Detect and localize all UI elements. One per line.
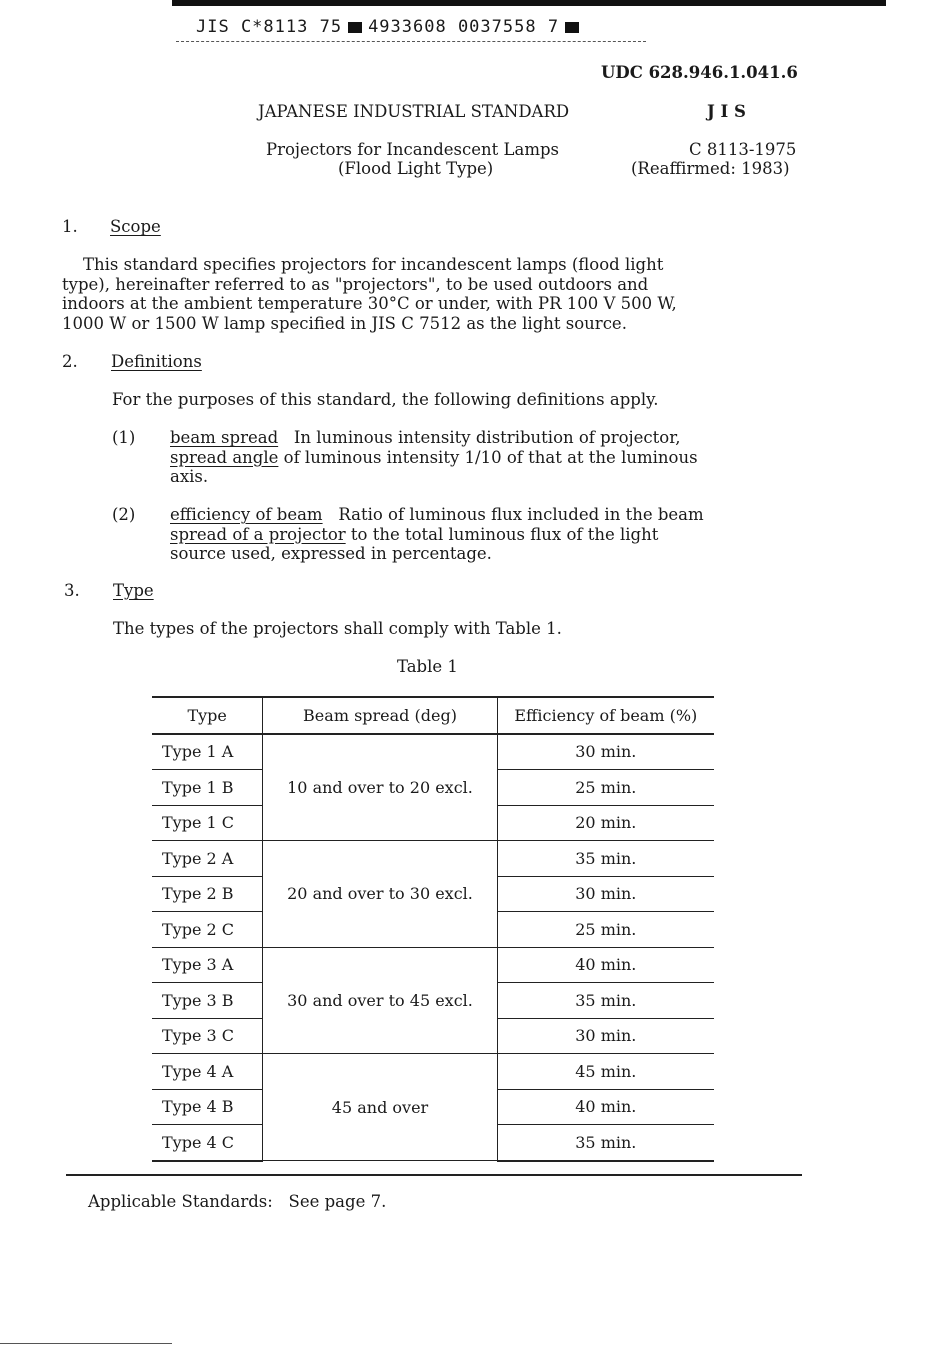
table-header-row [152, 697, 714, 734]
definition-1-line3: axis. [170, 467, 209, 486]
table-row [152, 947, 714, 983]
table-header-beam: Beam spread (deg) [263, 697, 497, 734]
black-block-icon [348, 22, 362, 33]
table-header-efficiency: Efficiency of beam (%) [497, 697, 714, 734]
efficiency-cell: 35 min. [497, 1125, 714, 1161]
scope-line: 1000 W or 1500 W lamp specified in JIS C 7512 as the light source. [62, 313, 627, 333]
type-cell: Type 3 C [152, 1018, 263, 1054]
section-2-heading: Definitions [111, 352, 202, 371]
efficiency-cell: 40 min. [497, 1089, 714, 1125]
type-cell: Type 1 A [152, 734, 263, 770]
efficiency-cell: 40 min. [497, 947, 714, 983]
definition-2-line2: to the total luminous flux of the light [345, 524, 659, 544]
scope-line: indoors at the ambient temperature 30°C or under, with PR 100 V 500 W, [62, 294, 677, 313]
efficiency-cell: 35 min. [497, 841, 714, 877]
definitions-intro: For the purposes of this standard, the following definitions apply. [112, 390, 659, 409]
definition-2-line1: Ratio of luminous flux included in the beam [338, 505, 704, 524]
beam-spread-cell: 10 and over to 20 excl. [263, 734, 497, 841]
definition-2-line3: source used, expressed in percentage. [170, 544, 492, 563]
efficiency-cell: 25 min. [497, 770, 714, 806]
standard-code: C 8113-1975 [689, 140, 797, 159]
beam-spread-cell: 20 and over to 30 excl. [263, 841, 497, 948]
efficiency-cell: 25 min. [497, 912, 714, 948]
reaffirmed-date: (Reaffirmed: 1983) [631, 159, 790, 178]
header-code-part1: JIS C*8113 75 [196, 17, 343, 37]
type-cell: Type 2 A [152, 841, 263, 877]
udc-code: UDC 628.946.1.041.6 [601, 63, 798, 82]
definition-1 [170, 428, 698, 487]
table-row [152, 841, 714, 877]
efficiency-cell: 35 min. [497, 983, 714, 1019]
beam-spread-cell: 30 and over to 45 excl. [263, 947, 497, 1054]
beam-spread-cell: 45 and over [263, 1054, 497, 1161]
footer-label: Applicable Standards: [88, 1192, 273, 1211]
scope-line: This standard specifies projectors for incandescent lamps (flood light [62, 255, 664, 274]
definition-2-number: (2) [112, 505, 136, 524]
footer-value: See page 7. [288, 1192, 387, 1211]
title-line-2: (Flood Light Type) [338, 159, 494, 178]
definition-1-number: (1) [112, 428, 136, 447]
type-cell: Type 1 C [152, 805, 263, 841]
definition-1-term: beam spread [170, 428, 279, 447]
black-block-icon [565, 22, 579, 33]
section-1-number: 1. [62, 217, 78, 236]
type-cell: Type 4 A [152, 1054, 263, 1090]
type-cell: Type 1 B [152, 770, 263, 806]
efficiency-cell: 45 min. [497, 1054, 714, 1090]
definition-2-term: efficiency of beam [170, 505, 323, 524]
bottom-edge-line [0, 1343, 172, 1344]
footer-divider [66, 1174, 802, 1176]
footer-note [88, 1192, 386, 1211]
table-header-type: Type [152, 697, 263, 734]
efficiency-cell: 30 min. [497, 1018, 714, 1054]
standard-name: JAPANESE INDUSTRIAL STANDARD [258, 102, 570, 121]
document-id-header [176, 12, 646, 42]
section-3-number: 3. [64, 581, 80, 600]
top-border-bar [172, 0, 886, 6]
title-line-1: Projectors for Incandescent Lamps [266, 140, 560, 159]
projector-type-table [152, 696, 714, 1162]
type-cell: Type 3 A [152, 947, 263, 983]
efficiency-cell: 30 min. [497, 876, 714, 912]
table-caption: Table 1 [397, 657, 458, 676]
definition-2 [170, 505, 704, 564]
definition-1-line1: In luminous intensity distribution of projector, [293, 428, 681, 447]
section-2-number: 2. [62, 352, 78, 371]
efficiency-cell: 30 min. [497, 734, 714, 770]
table-row [152, 1054, 714, 1090]
type-cell: Type 2 C [152, 912, 263, 948]
definition-1-line2-term: spread angle [170, 447, 279, 467]
type-intro: The types of the projectors shall comply with Table 1. [113, 619, 562, 638]
section-3-heading: Type [113, 581, 154, 600]
table-row [152, 734, 714, 770]
type-cell: Type 3 B [152, 983, 263, 1019]
efficiency-cell: 20 min. [497, 805, 714, 841]
header-code-part2: 4933608 0037558 7 [368, 17, 560, 37]
section-1-heading: Scope [110, 217, 161, 236]
type-cell: Type 2 B [152, 876, 263, 912]
type-cell: Type 4 B [152, 1089, 263, 1125]
definition-1-line2: of luminous intensity 1/10 of that at the luminous [278, 447, 698, 467]
scope-paragraph [62, 255, 677, 333]
definition-2-line2-term: spread of a projector [170, 524, 346, 544]
scope-line: type), hereinafter referred to as "projectors", to be used outdoors and [62, 274, 649, 294]
type-cell: Type 4 C [152, 1125, 263, 1161]
jis-mark: J I S [707, 102, 746, 121]
